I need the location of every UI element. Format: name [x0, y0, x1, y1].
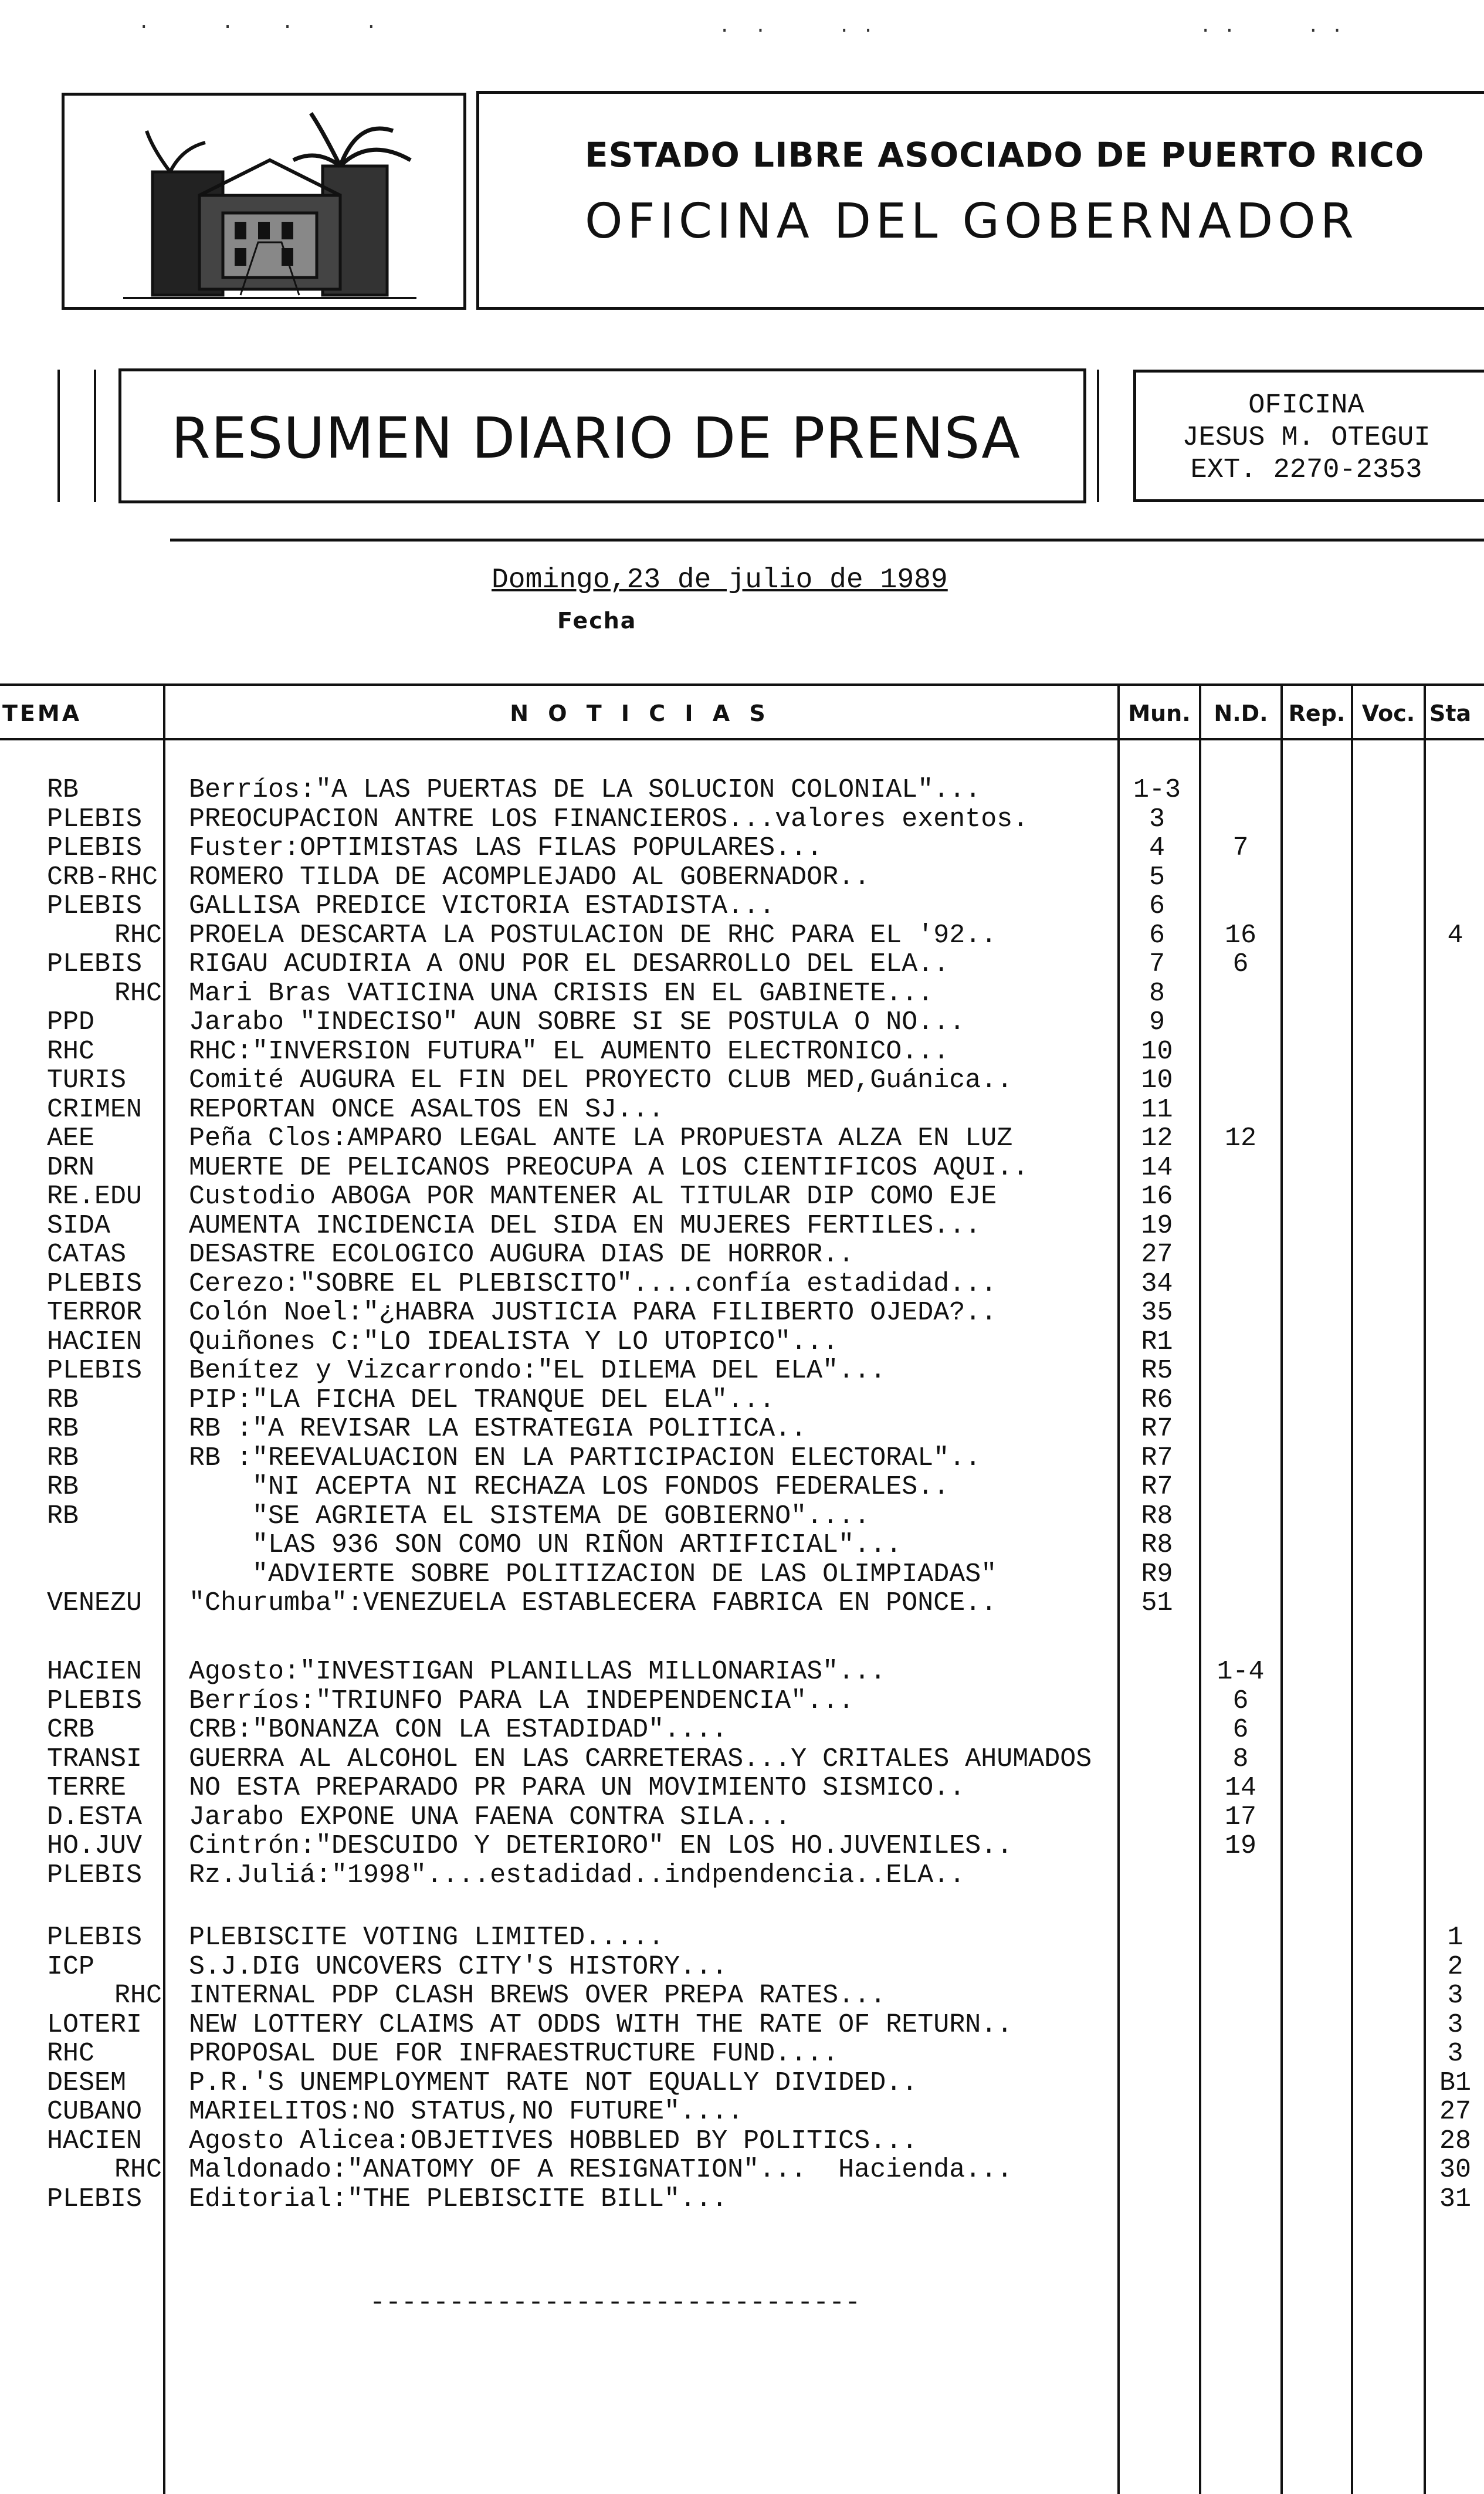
- row-mun-page: 51: [1141, 1588, 1173, 1618]
- row-star-page: 31: [1439, 2184, 1471, 2214]
- row-news-headline: DESASTRE ECOLOGICO AUGURA DIAS DE HORROR..: [189, 1240, 855, 1270]
- row-mun-page: 6: [1148, 920, 1165, 950]
- row-news-headline: Jarabo EXPONE UNA FAENA CONTRA SILA...: [189, 1802, 791, 1832]
- row-news-headline: CRB:"BONANZA CON LA ESTADIDAD"....: [189, 1715, 728, 1745]
- row-news-headline: GALLISA PREDICE VICTORIA ESTADISTA...: [189, 891, 775, 921]
- row-tema: PLEBIS: [47, 834, 143, 863]
- table-row: [0, 1774, 1484, 1803]
- row-news-headline: PLEBISCITE VOTING LIMITED.....: [189, 1923, 665, 1952]
- table-row: [0, 1386, 1484, 1415]
- row-tema: CATAS: [47, 1240, 127, 1270]
- row-nd-page: 19: [1224, 1831, 1256, 1861]
- row-news-headline: NEW LOTTERY CLAIMS AT ODDS WITH THE RATE OF RETURN..: [189, 2009, 1013, 2040]
- row-news-headline: AUMENTA INCIDENCIA DEL SIDA EN MUJERES FERTILES...: [189, 1210, 981, 1241]
- row-tema: D.ESTA: [47, 1802, 143, 1832]
- col-header-rep: Rep.: [1288, 701, 1346, 726]
- row-news-headline: "SE AGRIETA EL SISTEMA DE GOBIERNO"....: [189, 1501, 870, 1531]
- banner-bar: [1097, 370, 1099, 502]
- row-tema: VENEZU: [47, 1589, 143, 1618]
- scan-dots: · · · ·: [719, 20, 875, 42]
- row-news-headline: "NI ACEPTA NI RECHAZA LOS FONDOS FEDERALES..: [189, 1472, 950, 1502]
- row-mun-page: R7: [1141, 1472, 1173, 1502]
- row-star-page: 30: [1439, 2155, 1471, 2185]
- row-news-headline: "Churumba":VENEZUELA ESTABLECERA FABRICA EN PONCE..: [189, 1588, 997, 1618]
- row-star-page: 4: [1447, 920, 1463, 950]
- row-news-headline: PREOCUPACION ANTRE LOS FINANCIEROS...valores exentos.: [189, 804, 1029, 834]
- header-box: [476, 91, 1484, 310]
- row-tema: CRB: [47, 1715, 95, 1745]
- row-mun-page: 12: [1141, 1124, 1173, 1153]
- date-value: Domingo,23 de julio de 1989: [492, 564, 948, 596]
- col-header-nd: N.D.: [1214, 701, 1268, 726]
- row-tema: PPD: [47, 1008, 95, 1037]
- table-row: [0, 2069, 1484, 2098]
- row-news-headline: Fuster:OPTIMISTAS LAS FILAS POPULARES...: [189, 833, 823, 863]
- table-row: [0, 1240, 1484, 1270]
- table-row: [0, 2011, 1484, 2040]
- table-row: [0, 1124, 1484, 1153]
- row-tema: RHC: [47, 2039, 95, 2069]
- table-row: [0, 1923, 1484, 1952]
- table-row: [0, 805, 1484, 834]
- row-tema: CRB-RHC: [47, 862, 158, 892]
- row-news-headline: RHC:"INVERSION FUTURA" EL AUMENTO ELECTRONICO...: [189, 1036, 950, 1067]
- col-header-voc: Voc.: [1361, 701, 1415, 726]
- row-news-headline: MARIELITOS:NO STATUS,NO FUTURE"....: [189, 2097, 744, 2127]
- row-news-headline: Mari Bras VATICINA UNA CRISIS EN EL GABINETE...: [189, 978, 934, 1009]
- row-news-headline: Jarabo "INDECISO" AUN SOBRE SI SE POSTULA O NO...: [189, 1007, 965, 1037]
- banner-bar: [94, 370, 96, 502]
- row-news-headline: "LAS 936 SON COMO UN RIÑON ARTIFICIAL"...: [189, 1530, 902, 1560]
- row-tema: HACIEN: [47, 1657, 143, 1687]
- row-mun-page: 6: [1148, 891, 1165, 921]
- row-mun-page: 3: [1148, 804, 1165, 834]
- row-news-headline: "ADVIERTE SOBRE POLITIZACION DE LAS OLIMPIADAS": [189, 1559, 997, 1589]
- row-tema: RHC: [114, 979, 162, 1009]
- row-tema: HACIEN: [47, 2126, 143, 2156]
- row-tema: TURIS: [47, 1066, 127, 1095]
- row-news-headline: Rz.Juliá:"1998"....estadidad..indpendencia..ELA..: [189, 1860, 965, 1890]
- row-news-headline: P.R.'S UNEMPLOYMENT RATE NOT EQUALLY DIVIDED..: [189, 2067, 918, 2098]
- table-row: [0, 2039, 1484, 2069]
- row-news-headline: Agosto Alicea:OBJETIVES HOBBLED BY POLITICS...: [189, 2126, 918, 2156]
- table-row: [0, 950, 1484, 979]
- table-row: [0, 1328, 1484, 1357]
- office-ext: EXT. 2270-2353: [1190, 455, 1422, 486]
- governor-mansion-logo: [65, 96, 463, 307]
- row-mun-page: 19: [1141, 1210, 1173, 1241]
- table-row: [0, 776, 1484, 805]
- row-mun-page: 14: [1141, 1152, 1173, 1183]
- row-star-page: B1: [1439, 2067, 1471, 2098]
- row-star-page: 3: [1447, 2039, 1463, 2069]
- row-star-page: 3: [1447, 2009, 1463, 2040]
- row-news-headline: Comité AUGURA EL FIN DEL PROYECTO CLUB MED,Guánica..: [189, 1065, 1013, 1095]
- row-tema: TERRE: [47, 1774, 127, 1803]
- row-tema: PLEBIS: [47, 1686, 143, 1716]
- row-tema: RB: [47, 1414, 79, 1444]
- row-mun-page: R8: [1141, 1501, 1173, 1531]
- table-row: [0, 1861, 1484, 1890]
- row-nd-page: 6: [1232, 1686, 1249, 1716]
- table-row: [0, 1657, 1484, 1687]
- col-header-sta: Sta: [1429, 701, 1472, 726]
- table-row: [0, 1066, 1484, 1095]
- row-news-headline: S.J.DIG UNCOVERS CITY'S HISTORY...: [189, 1951, 728, 1982]
- row-mun-page: 9: [1148, 1007, 1165, 1037]
- row-news-headline: Cintrón:"DESCUIDO Y DETERIORO" EN LOS HO.JUVENILES..: [189, 1831, 1013, 1861]
- row-tema: PLEBIS: [47, 1356, 143, 1386]
- row-news-headline: Berríos:"A LAS PUERTAS DE LA SOLUCION COLONIAL"...: [189, 775, 981, 805]
- row-news-headline: Custodio ABOGA POR MANTENER AL TITULAR DIP COMO EJE: [189, 1182, 997, 1212]
- row-nd-page: 14: [1224, 1773, 1256, 1803]
- row-star-page: 3: [1447, 1981, 1463, 2011]
- table-row: [0, 1531, 1484, 1560]
- table-row: [0, 1687, 1484, 1716]
- row-mun-page: 10: [1141, 1036, 1173, 1067]
- row-mun-page: R1: [1141, 1326, 1173, 1357]
- row-nd-page: 6: [1232, 1715, 1249, 1745]
- row-tema: PLEBIS: [47, 1860, 143, 1890]
- row-mun-page: R7: [1141, 1443, 1173, 1473]
- row-nd-page: 1-4: [1217, 1657, 1265, 1687]
- header-line1: ESTADO LIBRE ASOCIADO DE PUERTO RICO: [585, 135, 1425, 175]
- table-row: [0, 1298, 1484, 1328]
- scan-dots: · · · ·: [138, 16, 378, 39]
- row-tema: PLEBIS: [47, 1269, 143, 1299]
- row-tema: DESEM: [47, 2068, 127, 2098]
- table-row: [0, 2155, 1484, 2185]
- row-mun-page: 11: [1141, 1094, 1173, 1125]
- row-news-headline: Benítez y Vizcarrondo:"EL DILEMA DEL ELA"...: [189, 1356, 886, 1386]
- row-tema: AEE: [47, 1124, 95, 1153]
- row-tema: RB: [47, 776, 79, 805]
- row-nd-page: 16: [1224, 920, 1256, 950]
- scan-dots: · · · ·: [1200, 20, 1343, 42]
- table-row: [0, 1356, 1484, 1386]
- row-tema: PLEBIS: [47, 892, 143, 921]
- row-mun-page: 1-3: [1133, 775, 1181, 805]
- table-row: [0, 1502, 1484, 1531]
- table-row: [0, 921, 1484, 950]
- row-mun-page: R6: [1141, 1385, 1173, 1415]
- table-row: [0, 1212, 1484, 1241]
- row-tema: RB: [47, 1473, 79, 1502]
- banner-title: RESUMEN DIARIO DE PRENSA: [171, 405, 1021, 471]
- footer-rule: -------------------------------: [370, 2288, 861, 2318]
- table-row: [0, 1095, 1484, 1125]
- row-news-headline: NO ESTA PREPARADO PR PARA UN MOVIMIENTO SISMICO..: [189, 1773, 965, 1803]
- table-header-rule: [0, 738, 1484, 740]
- row-star-page: 2: [1447, 1951, 1463, 1982]
- row-tema: TERROR: [47, 1298, 143, 1328]
- row-mun-page: R8: [1141, 1530, 1173, 1560]
- row-news-headline: Colón Noel:"¿HABRA JUSTICIA PARA FILIBERTO OJEDA?..: [189, 1298, 997, 1328]
- separator: [170, 539, 1484, 542]
- row-tema: RB: [47, 1501, 79, 1531]
- table-row: [0, 1745, 1484, 1774]
- row-tema: ICP: [47, 1952, 95, 1982]
- table-row: [0, 1414, 1484, 1444]
- row-tema: RHC: [114, 921, 162, 950]
- row-news-headline: PROPOSAL DUE FOR INFRAESTRUCTURE FUND....: [189, 2039, 839, 2069]
- table-row: [0, 1153, 1484, 1183]
- row-news-headline: Agosto:"INVESTIGAN PLANILLAS MILLONARIAS"...: [189, 1657, 886, 1687]
- table-row: [0, 2185, 1484, 2214]
- banner-bar: [57, 370, 60, 502]
- row-tema: RB: [47, 1443, 79, 1473]
- table-row: [0, 1832, 1484, 1861]
- row-news-headline: ROMERO TILDA DE ACOMPLEJADO AL GOBERNADOR..: [189, 862, 870, 892]
- row-mun-page: R5: [1141, 1356, 1173, 1386]
- row-news-headline: Maldonado:"ANATOMY OF A RESIGNATION"... Hacienda...: [189, 2155, 1013, 2185]
- header-line2: OFICINA DEL GOBERNADOR: [585, 194, 1358, 249]
- date-label: Fecha: [557, 608, 637, 634]
- row-news-headline: Peña Clos:AMPARO LEGAL ANTE LA PROPUESTA ALZA EN LUZ: [189, 1124, 1013, 1153]
- row-mun-page: 16: [1141, 1182, 1173, 1212]
- row-tema: RHC: [114, 2155, 162, 2185]
- table-row: [0, 1037, 1484, 1067]
- row-nd-page: 17: [1224, 1802, 1256, 1832]
- row-news-headline: Berríos:"TRIUNFO PARA LA INDEPENDENCIA"...: [189, 1686, 855, 1716]
- row-tema: LOTERI: [47, 2010, 143, 2040]
- table-top-rule: [0, 683, 1484, 686]
- row-news-headline: REPORTAN ONCE ASALTOS EN SJ...: [189, 1094, 665, 1125]
- table-row: [0, 1715, 1484, 1745]
- table-row: [0, 1182, 1484, 1212]
- row-mun-page: R9: [1141, 1559, 1173, 1589]
- table-row: [0, 1008, 1484, 1037]
- row-nd-page: 6: [1232, 949, 1249, 979]
- table-row: [0, 1444, 1484, 1473]
- row-news-headline: GUERRA AL ALCOHOL EN LAS CARRETERAS...Y CRITALES AHUMADOS: [189, 1744, 1092, 1774]
- row-news-headline: Quiñones C:"LO IDEALISTA Y LO UTOPICO"...: [189, 1326, 839, 1357]
- row-mun-page: 5: [1148, 862, 1165, 892]
- row-tema: SIDA: [47, 1211, 111, 1241]
- row-tema: CUBANO: [47, 2097, 143, 2127]
- row-tema: TRANSI: [47, 1744, 143, 1774]
- table-row: [0, 1803, 1484, 1832]
- row-nd-page: 12: [1224, 1124, 1256, 1153]
- row-tema: CRIMEN: [47, 1095, 143, 1125]
- row-tema: PLEBIS: [47, 804, 143, 834]
- row-mun-page: 4: [1148, 833, 1165, 863]
- row-star-page: 28: [1439, 2126, 1471, 2156]
- table-row: [0, 979, 1484, 1009]
- col-header-mun: Mun.: [1128, 701, 1191, 726]
- row-news-headline: INTERNAL PDP CLASH BREWS OVER PREPA RATES...: [189, 1981, 886, 2011]
- banner-title-box: [118, 368, 1086, 503]
- logo-box: [62, 93, 466, 310]
- row-news-headline: Cerezo:"SOBRE EL PLEBISCITO"....confía estadidad...: [189, 1268, 997, 1299]
- row-tema: PLEBIS: [47, 1923, 143, 1952]
- row-tema: RHC: [47, 1037, 95, 1067]
- row-star-page: 27: [1439, 2097, 1471, 2127]
- row-mun-page: 8: [1148, 978, 1165, 1009]
- table-row: [0, 1560, 1484, 1589]
- row-news-headline: PROELA DESCARTA LA POSTULACION DE RHC PARA EL '92..: [189, 920, 997, 950]
- table-row: [0, 1270, 1484, 1299]
- table-row: [0, 834, 1484, 863]
- row-mun-page: 35: [1141, 1298, 1173, 1328]
- office-box: [1133, 370, 1484, 502]
- table-row: [0, 2097, 1484, 2127]
- col-header-noticias: N O T I C I A S: [510, 701, 771, 726]
- row-news-headline: RB :"REEVALUACION EN LA PARTICIPACION ELECTORAL"..: [189, 1443, 981, 1473]
- row-mun-page: R7: [1141, 1414, 1173, 1444]
- table-row: [0, 892, 1484, 921]
- row-mun-page: 34: [1141, 1268, 1173, 1299]
- table-row: [0, 1952, 1484, 1982]
- table-row: [0, 2127, 1484, 2156]
- row-tema: PLEBIS: [47, 2184, 143, 2214]
- row-news-headline: RIGAU ACUDIRIA A ONU POR EL DESARROLLO DEL ELA..: [189, 949, 950, 979]
- row-star-page: 1: [1447, 1923, 1463, 1952]
- office-name: JESUS M. OTEGUI: [1182, 422, 1431, 454]
- row-nd-page: 7: [1232, 833, 1249, 863]
- row-nd-page: 8: [1232, 1744, 1249, 1774]
- row-news-headline: MUERTE DE PELICANOS PREOCUPA A LOS CIENTIFICOS AQUI..: [189, 1152, 1029, 1183]
- table-row: [0, 1981, 1484, 2011]
- row-tema: RHC: [114, 1981, 162, 2011]
- row-tema: DRN: [47, 1153, 95, 1183]
- col-header-tema: TEMA: [2, 701, 82, 726]
- row-news-headline: PIP:"LA FICHA DEL TRANQUE DEL ELA"...: [189, 1385, 775, 1415]
- table-row: [0, 863, 1484, 892]
- row-news-headline: Editorial:"THE PLEBISCITE BILL"...: [189, 2184, 728, 2214]
- row-tema: RB: [47, 1385, 79, 1415]
- row-mun-page: 7: [1148, 949, 1165, 979]
- row-tema: RE.EDU: [47, 1182, 143, 1212]
- table-row: [0, 1473, 1484, 1502]
- table-row: [0, 1589, 1484, 1618]
- row-tema: HO.JUV: [47, 1832, 143, 1861]
- row-tema: PLEBIS: [47, 950, 143, 979]
- row-news-headline: RB :"A REVISAR LA ESTRATEGIA POLITICA..: [189, 1414, 807, 1444]
- row-tema: HACIEN: [47, 1327, 143, 1357]
- row-mun-page: 27: [1141, 1240, 1173, 1270]
- office-label: OFICINA: [1248, 390, 1364, 421]
- row-mun-page: 10: [1141, 1065, 1173, 1095]
